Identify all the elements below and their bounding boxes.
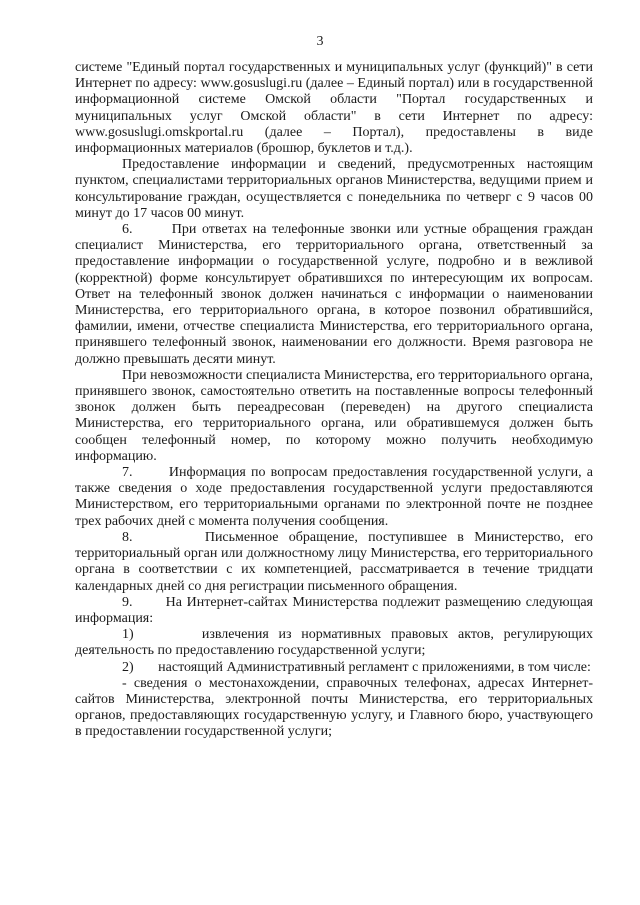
document-body xyxy=(75,60,593,741)
paragraph-item-9: 9. На Интернет-сайтах Министерства подлежит размещению следующая информация: xyxy=(75,594,593,626)
paragraph: системе "Единый портал государственных и муниципальных услуг (функций)" в сети Интернет по адресу: www.gosuslugi.ru (далее – Единый портал) или в государственной информационной системе Омской области "Портал государственных и муниципальных услуг Омской области" в сети Интернет по адресу: www.gosuslugi.omskportal.ru (далее – Портал), предоставлены в виде информационных материалов (брошюр, буклетов и т.д.). xyxy=(75,60,593,157)
paragraph: При невозможности специалиста Министерства, его территориального органа, принявшего звонок, самостоятельно ответить на поставленные вопросы телефонный звонок должен быть переадресован (переведен) на другого специалиста Министерства, его территориального органа, или обратившемуся должен быть сообщен телефонный номер, по которому можно получить необходимую информацию. xyxy=(75,367,593,464)
paragraph-item-7: 7. Информация по вопросам предоставления государственной услуги, а также сведения о ходе предоставления государственной услуги предоставляются Министерством, его территориальными органами по электронной почте не позднее трех рабочих дней с момента получения сообщения. xyxy=(75,465,593,529)
list-item-1: 1) извлечения из нормативных правовых актов, регулирующих деятельность по предоставлению государственной услуги; xyxy=(75,627,593,659)
paragraph-item-6: 6. При ответах на телефонные звонки или устные обращения граждан специалист Министерства, его территориального органа, ответственный за предоставление информации о государственной услуге, подробно и в вежливой (корректной) форме консультирует обратившихся по интересующим их вопросам. Ответ на телефонный звонок должен начинаться с информации о наименовании Министерства, его территориального органа, в которое позвонил обратившийся, фамилии, имени, отчестве специалиста Министерства, его территориального органа, принявшего телефонный звонок, наименовании его должности. Время разговора не должно превышать десяти минут. xyxy=(75,222,593,367)
list-item-2: 2) настоящий Административный регламент с приложениями, в том числе: xyxy=(122,659,591,675)
paragraph-item-8: 8. Письменное обращение, поступившее в Министерство, его территориальный орган или должностному лицу Министерства, его территориального органа в соответствии с их компетенцией, рассматривается в течение тридцати календарных дней со дня регистрации письменного обращения. xyxy=(75,529,593,594)
list-subitem: - сведения о местонахождении, справочных телефонах, адресах Интернет-сайтов Министерства, электронной почты Министерства, его территориальных органов, предоставляющих государственную услугу, и Главного бюро, участвующего в предоставлении государственной услуги; xyxy=(75,675,593,740)
page-number: 3 xyxy=(316,34,324,49)
paragraph: Предоставление информации и сведений, предусмотренных настоящим пунктом, специалистами территориальных органов Министерства, ведущими прием и консультирование граждан, осуществляется с понедельника по четверг с 9 часов 00 минут до 17 часов 00 минут. xyxy=(75,157,593,221)
